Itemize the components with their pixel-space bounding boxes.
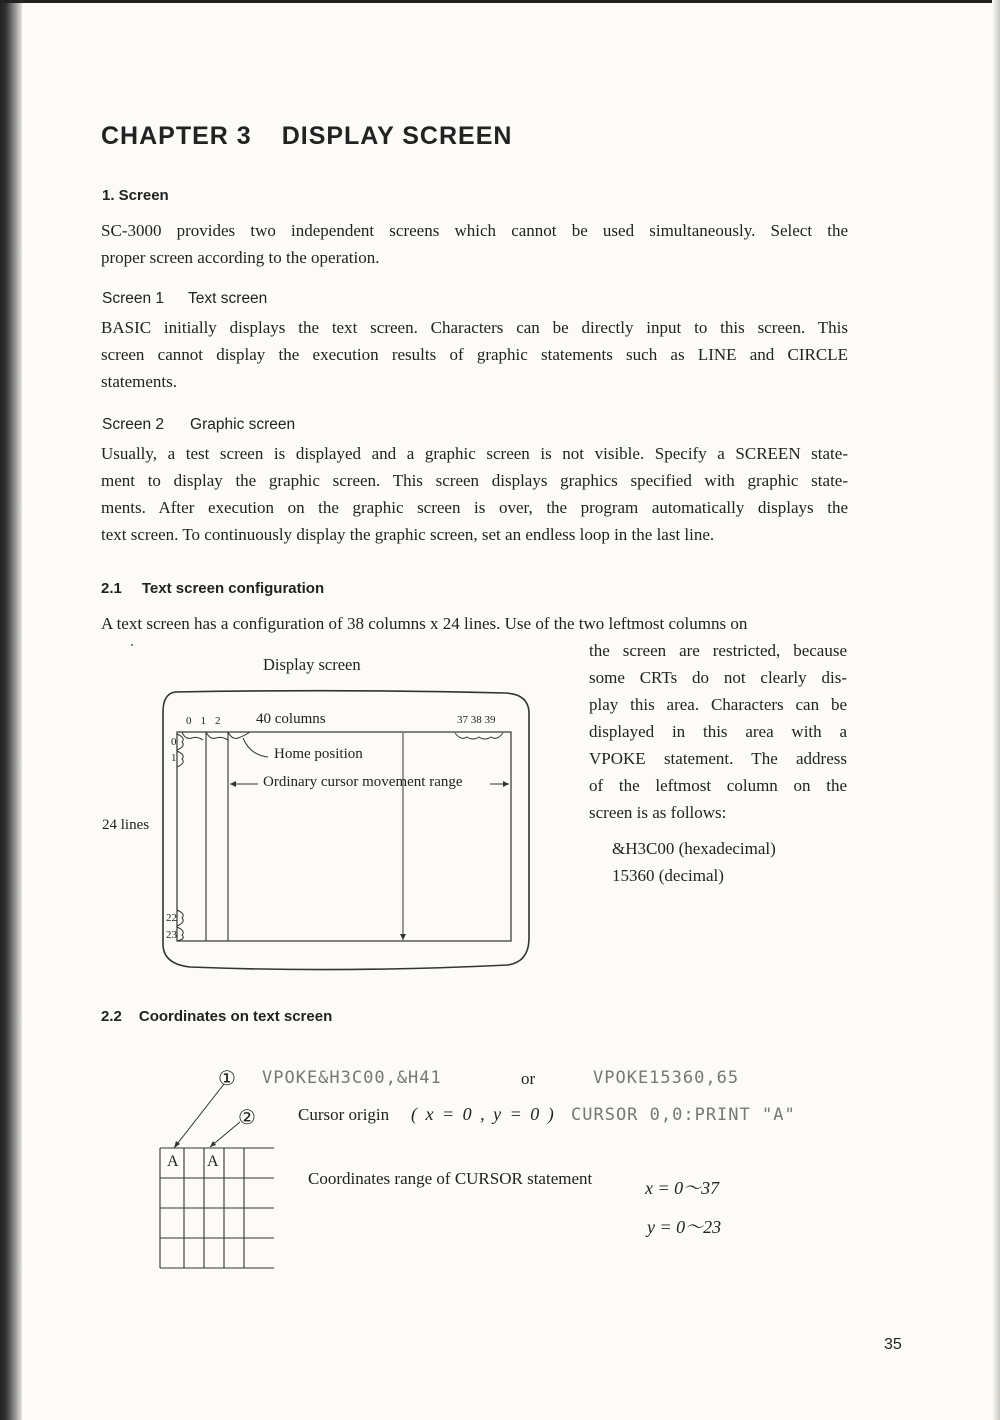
text-line: some CRTs do not clearly dis- (589, 668, 847, 687)
section-2-1-number: 2.1 (101, 580, 122, 597)
address-hex: &H3C00 (hexadecimal) (612, 839, 776, 858)
y-range: y = 0～23 (647, 1217, 722, 1237)
cursor-origin-label: Cursor origin (298, 1105, 390, 1124)
x-range: x = 0～37 (645, 1178, 720, 1198)
text-line: displayed in this area with a (589, 722, 847, 741)
row-tick: 1 (171, 752, 177, 764)
or-label: or (521, 1069, 536, 1088)
chapter-name: DISPLAY SCREEN (281, 122, 513, 150)
chapter-number: CHAPTER 3 (101, 122, 252, 150)
tick-label: 1 (200, 715, 215, 727)
screen-1-name: Text screen (188, 290, 268, 307)
marker-2: ② (238, 1107, 256, 1129)
text-line: screen is as follows: (589, 803, 727, 822)
section-1-heading: 1. Screen (102, 187, 169, 204)
vpoke-decimal-statement: VPOKE15360,65 (593, 1068, 740, 1088)
text-line: ments. After execution on the graphic screen is over, the program automatically displays the (101, 498, 848, 517)
text-line: Usually, a test screen is displayed and a graphic screen is not visible. Specify a SCREEN state- (101, 444, 848, 463)
screen-1-label: Screen 1 (102, 290, 165, 307)
section-2-1-first-line: A text screen has a configuration of 38 columns x 24 lines. Use of the two leftmost columns on (101, 614, 748, 633)
cursor-range-label: Ordinary cursor movement range (263, 774, 463, 790)
row-tick: 0 (171, 736, 177, 748)
text-line: text screen. To continuously display the graphic screen, set an endless loop in the last line. (101, 525, 715, 544)
columns-label: 40 columns (256, 711, 326, 727)
text-line: VPOKE statement. The address (589, 749, 847, 768)
grid-cell-letter: A (207, 1153, 219, 1170)
tick-label: 0 (186, 715, 201, 727)
grid-cell-letter: A (167, 1153, 179, 1170)
row-tick: 22 (166, 912, 177, 924)
screen-2-name: Graphic screen (190, 416, 296, 433)
cursor-statement: CURSOR 0,0:PRINT "A" (571, 1105, 796, 1125)
text-line: screen cannot display the execution results of graphic statements such as LINE and CIRCLE (101, 345, 848, 364)
text-line: BASIC initially displays the text screen. Characters can be directly input to this screen. This (101, 318, 848, 337)
col-ticks-right: 37 38 39 (457, 714, 496, 726)
text-line: SC-3000 provides two independent screens which cannot be used simultaneously. Select the (101, 221, 848, 240)
cursor-range-label: Coordinates range of CURSOR statement (308, 1169, 593, 1188)
text-line: proper screen according to the operation. (101, 248, 380, 267)
vpoke-hex-statement: VPOKE&H3C00,&H41 (262, 1068, 442, 1088)
text-line: the screen are restricted, because (589, 641, 847, 660)
home-position-label: Home position (274, 746, 363, 762)
screen-2-label: Screen 2 (102, 416, 165, 433)
section-2-2-number: 2.2 (101, 1008, 122, 1025)
cursor-origin-expression: ( x = 0 , y = 0 ) (411, 1104, 556, 1124)
marker-1-leader (174, 1084, 224, 1148)
marker-1: ① (218, 1068, 236, 1090)
text-line: statements. (101, 372, 178, 391)
address-decimal: 15360 (decimal) (612, 866, 724, 885)
lines-label: 24 lines (102, 817, 150, 833)
section-2-1-title: Text screen configuration (141, 580, 325, 597)
text-line: play this area. Characters can be (589, 695, 847, 714)
text-line: ment to display the graphic screen. This screen displays graphics specified with graphic state- (101, 471, 848, 490)
section-2-2-title: Coordinates on text screen (138, 1008, 333, 1025)
diagram-title: Display screen (263, 655, 361, 674)
row-tick: 23 (166, 929, 177, 941)
page-number: 35 (884, 1336, 902, 1353)
tick-label: 2 (215, 715, 230, 727)
text-line: of the leftmost column on the (589, 776, 847, 795)
